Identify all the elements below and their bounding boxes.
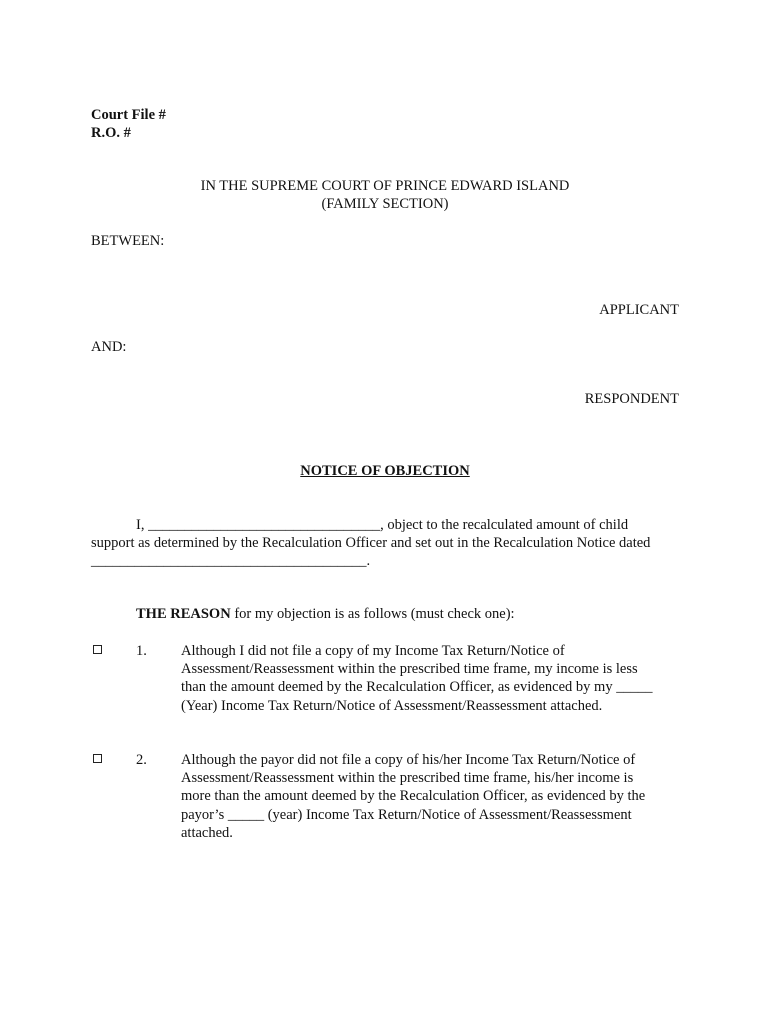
respondent-label: RESPONDENT — [584, 391, 679, 407]
document-title: NOTICE OF OBJECTION — [300, 463, 470, 479]
option-2-line: attached. — [181, 824, 233, 841]
intro-line-3: ______________________________________. — [91, 553, 371, 569]
court-name: IN THE SUPREME COURT OF PRINCE EDWARD ISLAND — [200, 178, 570, 194]
option-1-line: than the amount deemed by the Recalculation Officer, as evidenced by my _____ — [181, 679, 653, 696]
reason-text: for my objection is as follows (must check one): — [230, 606, 515, 622]
option-2-line: Although the payor did not file a copy of his/her Income Tax Return/Notice of — [181, 752, 636, 768]
option-1-line: Although I did not file a copy of my Income Tax Return/Notice of — [181, 643, 565, 659]
option-2-line: more than the amount deemed by the Recalculation Officer, as evidenced by the — [181, 788, 646, 805]
intro-line-2: support as determined by the Recalculation Officer and set out in the Recalculation Notice dated — [91, 535, 651, 551]
option-1-line: (Year) Income Tax Return/Notice of Assessment/Reassessment attached. — [181, 697, 603, 714]
intro-line-1: I, ________________________________, object to the recalculated amount of child — [136, 517, 629, 533]
option-1-text — [181, 642, 681, 715]
option-2-text — [181, 751, 681, 842]
option-1-number: 1. — [136, 643, 147, 659]
and-label: AND: — [91, 339, 127, 355]
option-1-checkbox[interactable] — [93, 645, 102, 654]
between-label: BETWEEN: — [91, 233, 165, 249]
option-1-line: Assessment/Reassessment within the prescribed time frame, my income is less — [181, 661, 638, 678]
option-2-line: Assessment/Reassessment within the prescribed time frame, his/her income is — [181, 770, 634, 787]
option-2-number: 2. — [136, 752, 147, 768]
reason-line — [136, 605, 515, 623]
court-section: (FAMILY SECTION) — [321, 196, 449, 212]
ro-label: R.O. # — [91, 125, 131, 141]
applicant-label: APPLICANT — [599, 302, 679, 318]
reason-heading: THE REASON — [136, 606, 231, 622]
court-file-label: Court File # — [91, 107, 166, 123]
option-2-checkbox[interactable] — [93, 754, 102, 763]
option-2-line: payor’s _____ (year) Income Tax Return/Notice of Assessment/Reassessment — [181, 806, 632, 823]
